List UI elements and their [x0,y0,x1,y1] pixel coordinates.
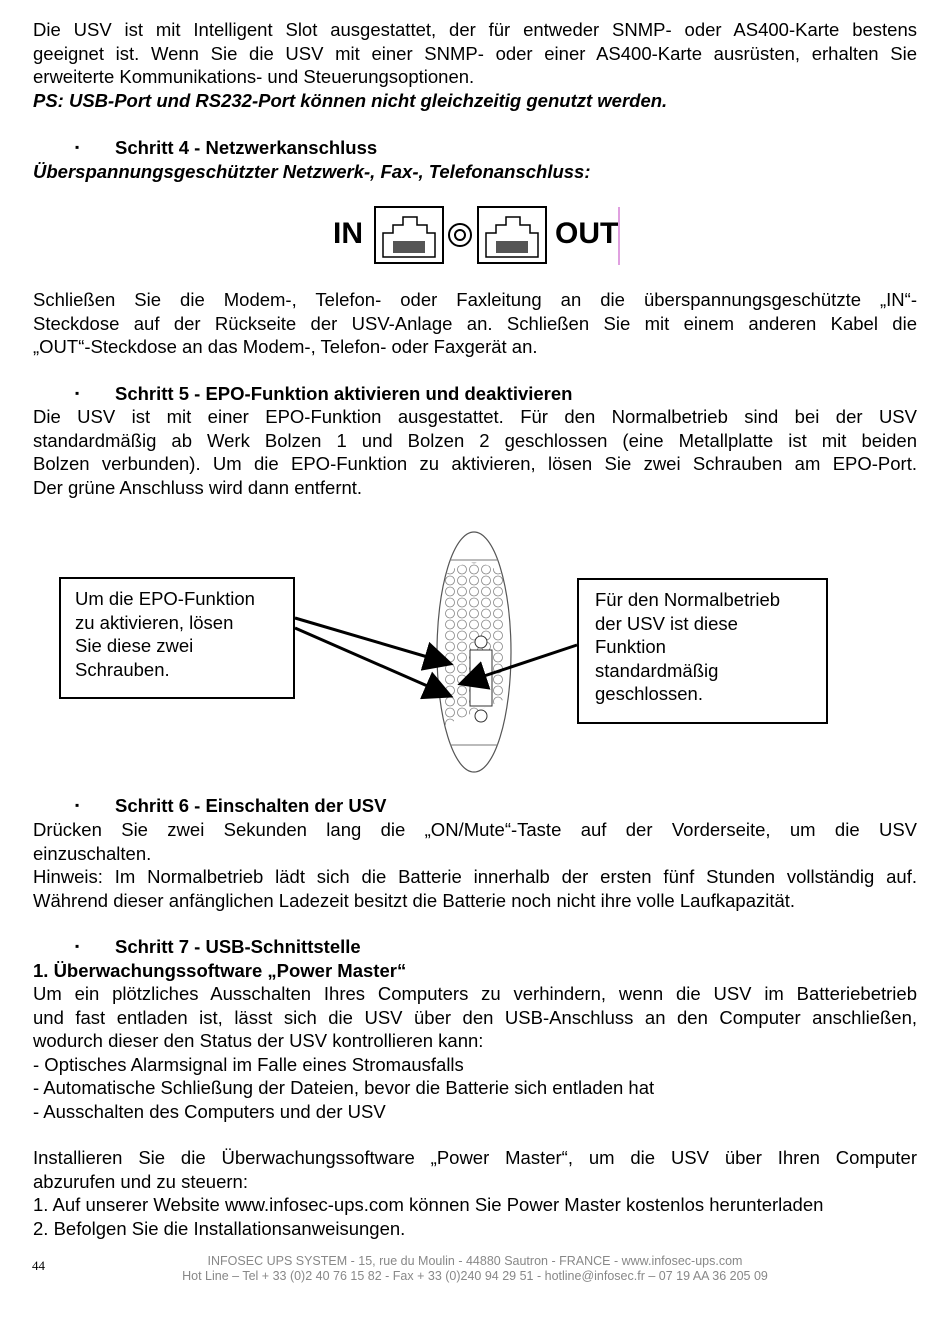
text-line: standardmäßig ab Werk Bolzen 1 und Bolzen 2 geschlossen (eine Metallplatte ist mit beiden [33,429,917,451]
step7-paragraph [33,982,917,1123]
text-line: Bolzen verbunden). Um die EPO-Funktion zu aktivieren, lösen Sie zwei Schrauben am EPO-Port. [33,453,917,474]
list-item: 2. Befolgen Sie die Installationsanweisungen. [33,1217,406,1239]
text-line: Die USV ist mit einer EPO-Funktion ausgestattet. Für den Normalbetrieb sind bei der USV [33,406,917,427]
bullet-icon: ▪ [75,140,80,154]
step4-title: Schritt 4 - Netzwerkanschluss [115,137,378,158]
step6-paragraph [33,818,917,912]
list-item: - Ausschalten des Computers und der USV [33,1100,386,1122]
bullet-icon: ▪ [75,798,80,812]
install-paragraph [33,1146,917,1240]
port-out-label: OUT [555,217,619,250]
callout-line: Schrauben. [75,658,170,680]
text-line: erweiterte Kommunikations- und Steuerungsoptionen. [33,66,475,87]
step5-paragraph [33,405,917,499]
text-line: geeignet ist. Wenn Sie die USV mit einer SNMP- oder einer AS400-Karte ausrüsten, erhalten Sie [33,42,917,64]
step4-subtitle: Überspannungsgeschützter Netzwerk-, Fax-, Telefonanschluss: [33,161,591,182]
network-port-figure [333,203,623,267]
footer-contact: Hot Line – Tel + 33 (0)2 40 76 15 82 - Fax + 33 (0)240 94 29 51 - hotline@infosec.fr – 07 19 AA 36 205 09 [182,1269,768,1283]
callout-line: Für den Normalbetrieb [595,589,781,610]
text-line: Installieren Sie die Überwachungssoftware „Power Master“, um die USV über Ihren Computer [33,1147,917,1168]
text-line: Steckdose auf der Rückseite der USV-Anlage an. Schließen Sie mit einem anderen Kabel die [33,312,917,334]
step7-title: Schritt 7 - USB-Schnittstelle [115,936,361,957]
text-line: Die USV ist mit Intelligent Slot ausgestattet, der für entweder SNMP- oder AS400-Karte bestens [33,19,917,40]
intro-paragraph [33,18,917,112]
step5-title: Schritt 5 - EPO-Funktion aktivieren und deaktivieren [115,383,573,404]
text-line: Schließen Sie die Modem-, Telefon- oder Faxleitung an die überspannungsgeschützte „IN“- [33,289,917,310]
text-line: und fast entladen ist, lässt sich die USV über den USB-Anschluss an den Computer anschließen, [33,1006,917,1028]
bullet-icon: ▪ [75,939,80,953]
text-line: Um ein plötzliches Ausschalten Ihres Computers zu verhindern, wenn die USV im Batteriebetrieb [33,983,917,1004]
callout-line: zu aktivieren, lösen [75,611,234,633]
list-item: - Automatische Schließung der Dateien, bevor die Batterie sich entladen hat [33,1077,655,1098]
step4-paragraph [33,288,917,359]
intro-note: PS: USB-Port und RS232-Port können nicht gleichzeitig genutzt werden. [33,89,668,111]
callout-line: Sie diese zwei [75,635,194,656]
port-in-label: IN [333,217,363,250]
step7-subtitle: 1. Überwachungssoftware „Power Master“ [33,960,407,981]
callout-line: geschlossen. [595,683,703,704]
text-line: „OUT“-Steckdose an das Modem-, Telefon- oder Faxgerät an. [33,336,538,357]
callout-line: der USV ist diese [595,612,738,634]
callout-line: standardmäßig [595,659,719,681]
callout-line: Um die EPO-Funktion [75,588,255,609]
list-item: - Optisches Alarmsignal im Falle eines Stromausfalls [33,1053,464,1075]
callout-line: Funktion [595,636,666,657]
footer-address: INFOSEC UPS SYSTEM - 15, rue du Moulin - 44880 Sautron - FRANCE - www.infosec-ups.com [207,1254,743,1268]
text-line: Hinweis: Im Normalbetrieb lädt sich die Batterie innerhalb der ersten fünf Stunden vollständig auf. [33,866,917,887]
text-line: abzurufen und zu steuern: [33,1170,248,1192]
text-line: Während dieser anfänglichen Ladezeit besitzt die Batterie noch nicht ihre volle Laufkapazität. [33,889,796,911]
text-line: Der grüne Anschluss wird dann entfernt. [33,476,363,498]
text-line: wodurch dieser den Status der USV kontrollieren kann: [33,1030,484,1051]
text-line: Drücken Sie zwei Sekunden lang die „ON/Mute“-Taste auf der Vorderseite, um die USV [33,819,917,840]
text-line: einzuschalten. [33,842,152,864]
callout-right [577,578,828,724]
list-item: 1. Auf unserer Website www.infosec-ups.com können Sie Power Master kostenlos herunterladen [33,1194,824,1215]
step6-title: Schritt 6 - Einschalten der USV [115,795,387,816]
bullet-icon: ▪ [75,386,80,400]
page-number: 44 [32,1258,45,1273]
callout-left [59,577,295,699]
